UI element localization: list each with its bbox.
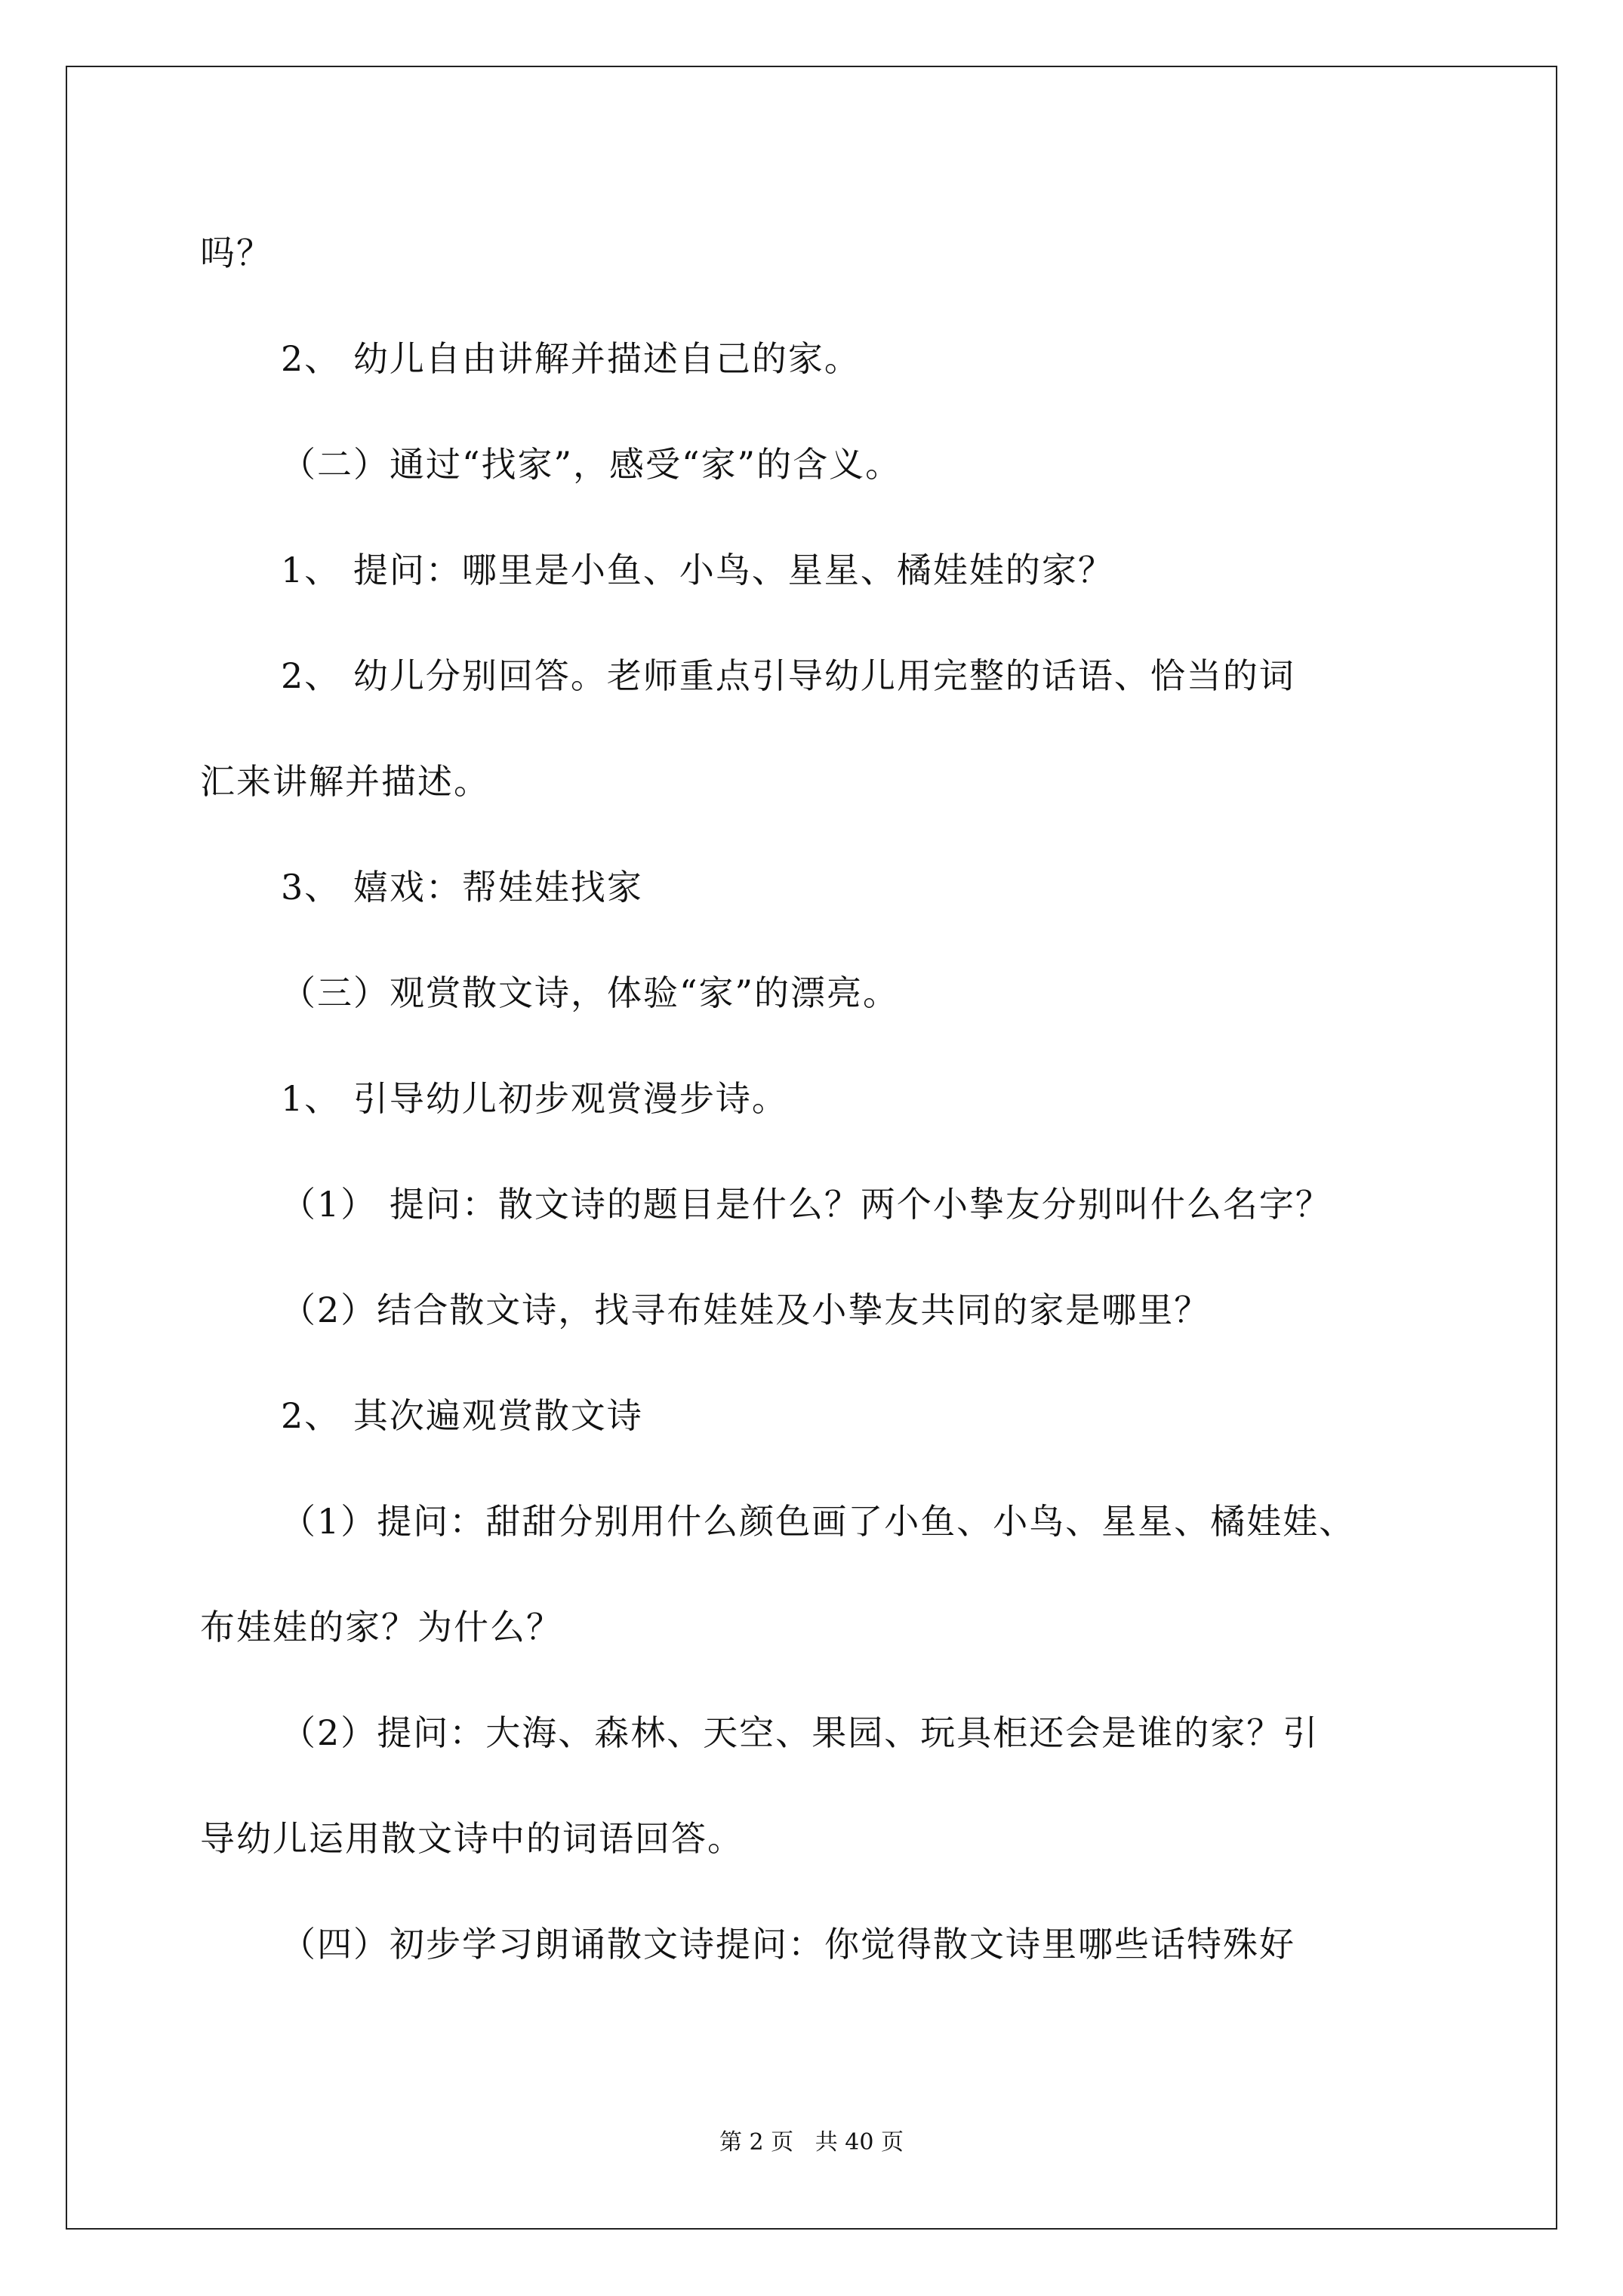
text-line: 导幼儿运用散文诗中的词语回答。 [200,1818,744,1859]
text-line: 2、 其次遍观赏散文诗 [281,1395,643,1436]
text-line: （1）提问：甜甜分别用什么颜色画了小鱼、小鸟、星星、橘娃娃、 [281,1501,1356,1542]
text-line: 布娃娃的家？为什么？ [200,1607,562,1647]
page-border [66,66,1557,2230]
text-line: （二）通过“找家”，感受“家”的含义。 [281,444,902,485]
text-line: （四）初步学习朗诵散文诗提问：你觉得散文诗里哪些话特殊好 [281,1924,1295,1965]
text-line: 吗？ [200,233,273,273]
text-line: （1） 提问：散文诗的题目是什么？两个小挚友分别叫什么名字？ [281,1184,1332,1225]
text-line: 1、 引导幼儿初步观赏漫步诗。 [281,1078,788,1119]
page-footer: 第 2 页 共 40 页 [719,2129,904,2156]
text-line: （2）提问：大海、森林、天空、果园、玩具柜还会是谁的家？引 [281,1712,1320,1753]
text-line: 1、 提问：哪里是小鱼、小鸟、星星、橘娃娃的家？ [281,550,1114,590]
text-line: 3、 嬉戏：帮娃娃找家 [281,867,643,908]
text-line: 2、 幼儿分别回答。老师重点引导幼儿用完整的话语、恰当的词 [281,655,1295,696]
text-line: （三）观赏散文诗，体验“家”的漂亮。 [281,972,900,1013]
text-line: 汇来讲解并描述。 [200,761,490,802]
text-line: 2、 幼儿自由讲解并描述自己的家。 [281,338,861,379]
text-line: （2）结合散文诗，找寻布娃娃及小挚友共同的家是哪里？ [281,1290,1211,1330]
